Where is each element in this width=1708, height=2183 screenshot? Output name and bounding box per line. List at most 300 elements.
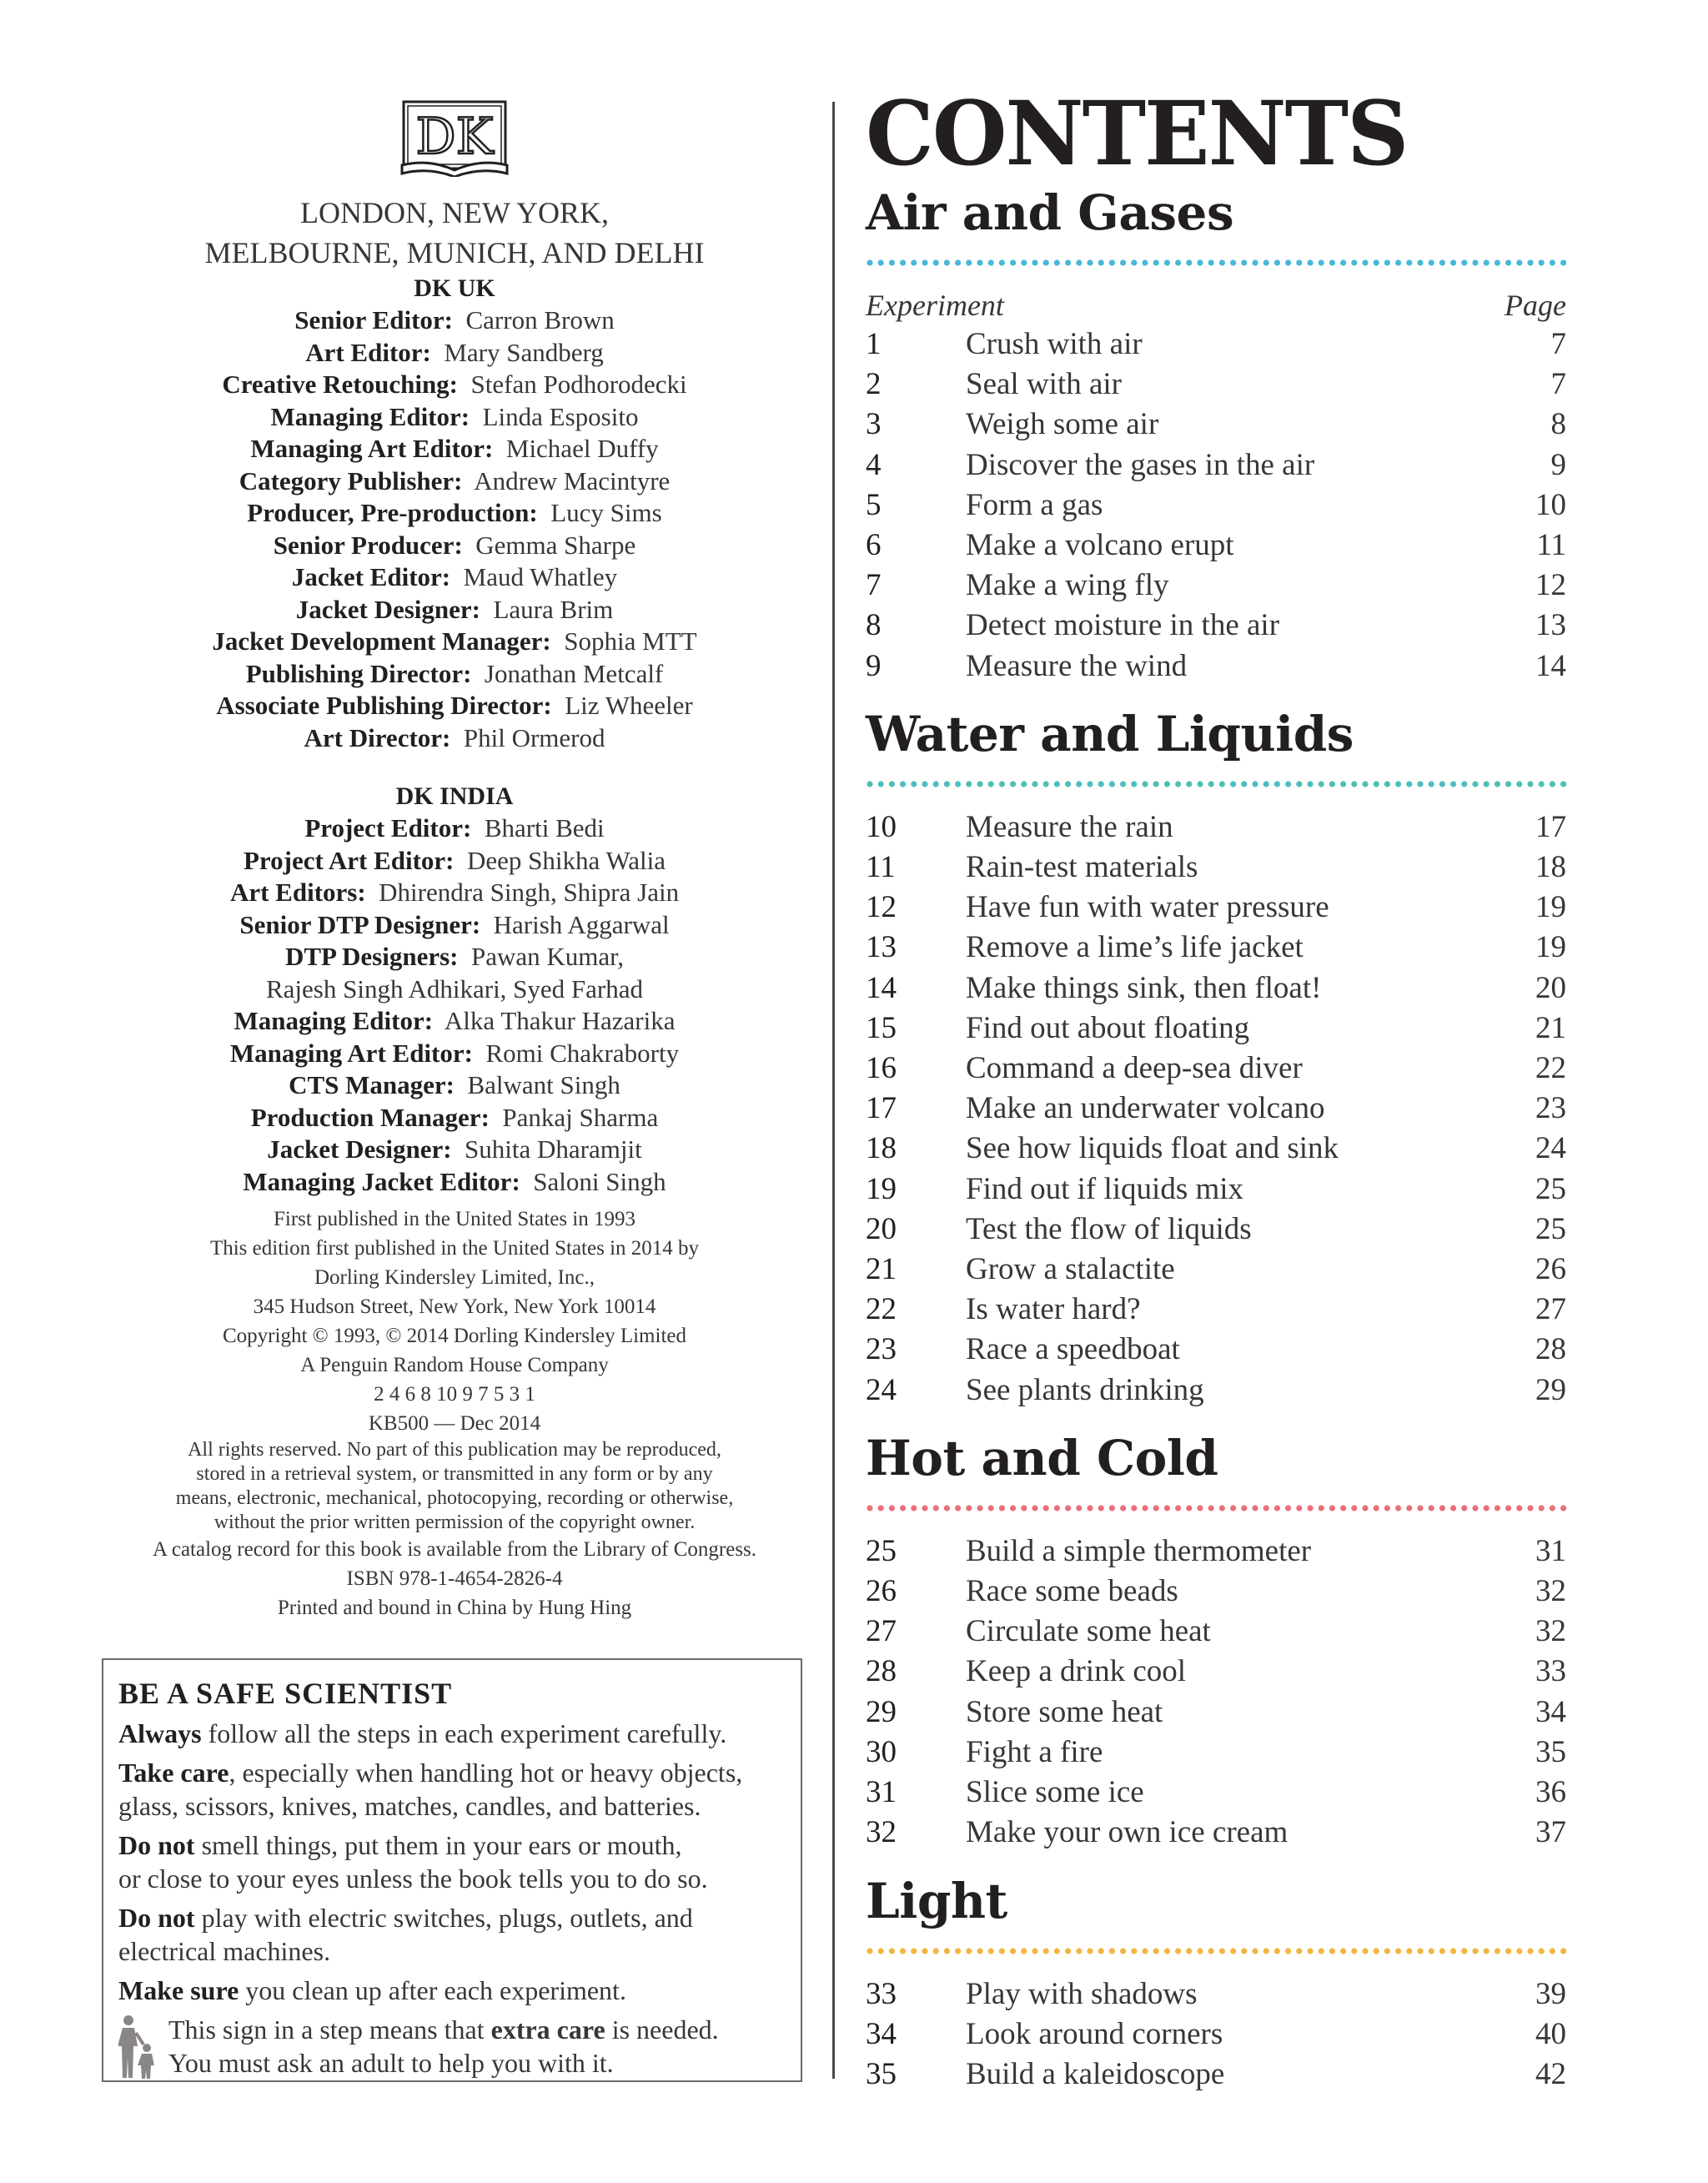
rule-dot	[999, 1505, 1005, 1511]
contents-row[interactable]	[866, 1330, 1566, 1370]
rule-dot	[1076, 1505, 1082, 1511]
credit-role: Associate Publishing Director:	[216, 691, 552, 720]
rule-dot	[1560, 259, 1566, 265]
rule-dot	[1484, 1505, 1489, 1511]
section-title: Light	[866, 1872, 1007, 1929]
rule-dot	[1274, 259, 1280, 265]
rule-dot	[1098, 1948, 1104, 1954]
rule-dot	[1263, 259, 1269, 265]
rule-dot	[1087, 781, 1093, 787]
contents-row[interactable]	[866, 1210, 1566, 1250]
rule-dot	[878, 1505, 884, 1511]
rule-dot	[1351, 1505, 1357, 1511]
rule-dot	[1230, 781, 1236, 787]
credit-role: Project Editor:	[304, 813, 472, 843]
credit-name: Carron Brown	[465, 305, 615, 334]
contents-row[interactable]	[866, 1049, 1566, 1089]
contents-row[interactable]	[866, 1813, 1566, 1853]
section-dotted-rule	[866, 259, 1566, 267]
rule-dot	[1550, 259, 1555, 265]
credit-name: Andrew Macintyre	[474, 465, 671, 495]
rule-dot	[1285, 1505, 1291, 1511]
rule-dot	[1472, 781, 1478, 787]
experiment-title: Discover the gases in the air	[966, 447, 1315, 482]
experiment-title: Look around corners	[966, 2016, 1223, 2051]
experiment-number: 16	[866, 1051, 897, 1086]
rule-dot	[944, 259, 950, 265]
rule-dot	[1374, 781, 1379, 787]
experiment-number: 7	[866, 568, 882, 603]
credit-name: Mary Sandberg	[444, 337, 604, 367]
credit-line	[100, 1134, 809, 1166]
page-number: 36	[1535, 1775, 1566, 1810]
credit-role: Production Manager:	[250, 1102, 490, 1132]
rule-dot	[1384, 259, 1390, 265]
rule-dot	[1087, 1948, 1093, 1954]
rule-dot	[1054, 1505, 1060, 1511]
rule-dot	[1494, 1948, 1500, 1954]
section-title: Air and Gases	[866, 184, 1234, 241]
rule-dot	[955, 781, 961, 787]
contents-row[interactable]	[866, 1693, 1566, 1733]
safety-item	[118, 1901, 801, 1968]
contents-row[interactable]	[866, 324, 1566, 365]
page-number: 32	[1535, 1574, 1566, 1609]
rule-dot	[1319, 1505, 1324, 1511]
credit-line	[100, 626, 809, 658]
rule-dot	[1472, 1948, 1478, 1954]
experiment-number: 34	[866, 2016, 897, 2051]
credit-line	[100, 941, 809, 973]
credit-continuation: Rajesh Singh Adhikari, Syed Farhad	[265, 973, 644, 1003]
rule-dot	[1307, 1505, 1313, 1511]
contents-row[interactable]	[866, 928, 1566, 968]
rule-dot	[1021, 259, 1027, 265]
credit-line	[100, 337, 809, 370]
publication-line: KB500 — Dec 2014	[368, 1412, 541, 1435]
credit-role: Senior DTP Designer:	[239, 909, 481, 939]
rule-dot	[1153, 259, 1159, 265]
rule-dot	[1429, 781, 1434, 787]
rule-dot	[1539, 259, 1545, 265]
column-headers	[866, 286, 1566, 324]
experiment-title: Make things sink, then float!	[966, 970, 1322, 1005]
rule-dot	[1417, 1505, 1423, 1511]
experiment-title: Have fun with water pressure	[966, 890, 1329, 925]
contents-row[interactable]	[866, 1773, 1566, 1813]
rule-dot	[1450, 781, 1456, 787]
rule-dot	[878, 781, 884, 787]
rule-dot	[1516, 1948, 1522, 1954]
contents-row[interactable]	[866, 526, 1566, 566]
rights-line: means, electronic, mechanical, photocopying, recording or otherwise,	[175, 1487, 734, 1509]
credit-line	[100, 304, 809, 337]
credit-name: Pankaj Sharma	[502, 1102, 659, 1132]
contents-row[interactable]	[866, 1572, 1566, 1612]
catalog-line: ISBN 978-1-4654-2826-4	[346, 1567, 563, 1590]
rule-dot	[1494, 781, 1500, 787]
rule-dot	[1285, 781, 1291, 787]
rule-dot	[1296, 1948, 1302, 1954]
rule-dot	[1164, 1948, 1170, 1954]
rule-dot	[1032, 781, 1037, 787]
credit-name: Gemma Sharpe	[475, 530, 636, 560]
page-number: 18	[1535, 850, 1566, 885]
rights-line: stored in a retrieval system, or transmitted in any form or by any	[196, 1463, 713, 1485]
page-number: 31	[1535, 1533, 1566, 1568]
rule-dot	[1319, 781, 1324, 787]
rule-dot	[1319, 259, 1324, 265]
page-number: 40	[1535, 2016, 1566, 2051]
rule-dot	[999, 1948, 1005, 1954]
contents-row[interactable]	[866, 405, 1566, 445]
rule-dot	[1032, 1505, 1037, 1511]
safety-item-text: play with electric switches, plugs, outlets, and	[194, 1903, 693, 1933]
experiment-number: 22	[866, 1292, 897, 1327]
rule-dot	[1494, 1505, 1500, 1511]
contents-row[interactable]	[866, 1250, 1566, 1290]
contents-row[interactable]	[866, 1371, 1566, 1411]
safety-item-text: glass, scissors, knives, matches, candles, and batteries.	[118, 1791, 701, 1821]
rule-dot	[1374, 1505, 1379, 1511]
rule-dot	[1351, 259, 1357, 265]
contents-row[interactable]	[866, 365, 1566, 405]
rule-dot	[1065, 1948, 1071, 1954]
experiment-number: 23	[866, 1332, 897, 1367]
contents-row[interactable]	[866, 566, 1566, 606]
page-number: 34	[1535, 1694, 1566, 1729]
contents-row[interactable]	[866, 1169, 1566, 1210]
rule-dot	[1429, 1505, 1434, 1511]
contents-row[interactable]	[866, 1290, 1566, 1330]
safety-item	[118, 1756, 801, 1823]
contents-row[interactable]	[866, 485, 1566, 526]
rule-dot	[1043, 1948, 1049, 1954]
safety-item	[118, 1717, 801, 1750]
rule-dot	[1120, 1505, 1126, 1511]
credit-name: Saloni Singh	[533, 1166, 666, 1196]
cities-line-2: MELBOURNE, MUNICH, AND DELHI	[204, 236, 705, 269]
page-number: 33	[1535, 1654, 1566, 1689]
credit-line	[100, 401, 809, 434]
rule-dot	[1296, 1505, 1302, 1511]
rule-dot	[1241, 1505, 1247, 1511]
rule-dot	[1252, 1505, 1258, 1511]
rule-dot	[1429, 1948, 1434, 1954]
rule-dot	[1285, 259, 1291, 265]
rule-dot	[889, 781, 895, 787]
rule-dot	[922, 1948, 927, 1954]
credit-line	[100, 658, 809, 691]
rule-dot	[1384, 1505, 1390, 1511]
rule-dot	[1374, 259, 1379, 265]
rule-dot	[933, 259, 939, 265]
dk-uk-credits	[100, 304, 809, 754]
experiment-number: 24	[866, 1372, 897, 1407]
rule-dot	[1274, 1948, 1280, 1954]
rule-dot	[1340, 1948, 1346, 1954]
rule-dot	[1384, 1948, 1390, 1954]
credit-line	[100, 433, 809, 465]
credit-name: Deep Shikha Walia	[467, 845, 666, 875]
rule-dot	[1505, 1505, 1511, 1511]
rule-dot	[999, 259, 1005, 265]
experiment-number: 15	[866, 1010, 897, 1045]
column-divider	[832, 102, 835, 2079]
rule-dot	[1539, 1505, 1545, 1511]
rule-dot	[867, 259, 872, 265]
contents-row[interactable]	[866, 445, 1566, 485]
rule-dot	[1010, 1948, 1016, 1954]
rule-dot	[1527, 1505, 1533, 1511]
rule-dot	[878, 259, 884, 265]
credit-name: Linda Esposito	[482, 401, 639, 431]
rule-dot	[889, 1505, 895, 1511]
credit-role: Publishing Director:	[245, 658, 472, 688]
contents-row[interactable]	[866, 1974, 1566, 2014]
rule-dot	[900, 1948, 906, 1954]
rule-dot	[1351, 1948, 1357, 1954]
contents-title: CONTENTS	[866, 81, 1408, 185]
contents-row[interactable]	[866, 606, 1566, 646]
experiment-title: Measure the wind	[966, 648, 1188, 683]
dk-uk-heading: DK UK	[414, 274, 495, 302]
rule-dot	[977, 1505, 982, 1511]
experiment-number: 30	[866, 1734, 897, 1769]
rule-dot	[1307, 259, 1313, 265]
rule-dot	[1043, 1505, 1049, 1511]
experiment-number: 6	[866, 528, 882, 563]
experiment-number: 14	[866, 970, 897, 1005]
credit-role: Senior Producer:	[273, 530, 463, 560]
rule-dot	[1098, 1505, 1104, 1511]
rule-dot	[1087, 259, 1093, 265]
credit-line	[100, 530, 809, 562]
rule-dot	[1450, 259, 1456, 265]
credit-name: Laura Brim	[493, 594, 614, 624]
publication-line: Copyright © 1993, © 2014 Dorling Kindersley Limited	[223, 1325, 686, 1347]
page-number: 29	[1535, 1372, 1566, 1407]
rule-dot	[1362, 1948, 1368, 1954]
rule-dot	[1230, 259, 1236, 265]
rule-dot	[1263, 1948, 1269, 1954]
dk-book-logo-icon	[399, 100, 510, 177]
credit-name: Suhita Dharamjit	[465, 1134, 642, 1164]
credit-role: Senior Editor:	[294, 305, 453, 334]
credit-name: Maud Whatley	[463, 562, 618, 591]
rule-dot	[1153, 1948, 1159, 1954]
rule-dot	[1175, 259, 1181, 265]
rule-dot	[955, 1505, 961, 1511]
rule-dot	[1307, 1948, 1313, 1954]
rule-dot	[1285, 1948, 1291, 1954]
credit-line	[100, 812, 809, 845]
rule-dot	[1362, 781, 1368, 787]
contents-row[interactable]	[866, 2055, 1566, 2095]
rule-dot	[1484, 1948, 1489, 1954]
rule-dot	[1417, 1948, 1423, 1954]
page-number: 28	[1535, 1332, 1566, 1367]
rule-dot	[1010, 1505, 1016, 1511]
credit-role: Jacket Editor:	[291, 562, 451, 591]
dk-india-heading: DK INDIA	[395, 782, 514, 810]
rule-dot	[1362, 259, 1368, 265]
credit-line	[100, 1069, 809, 1102]
credit-name: Lucy Sims	[550, 498, 662, 527]
experiment-column-header: Experiment	[866, 289, 1004, 322]
rule-dot	[1219, 781, 1225, 787]
rule-dot	[1319, 1948, 1324, 1954]
rule-dot	[1109, 781, 1115, 787]
experiment-title: Build a kaleidoscope	[966, 2056, 1225, 2091]
rule-dot	[1274, 1505, 1280, 1511]
safety-item-text: you clean up after each experiment.	[239, 1975, 626, 2005]
rule-dot	[1021, 781, 1027, 787]
experiment-number: 18	[866, 1131, 897, 1166]
credit-name: Sophia MTT	[564, 626, 697, 656]
page-number: 35	[1535, 1734, 1566, 1769]
rule-dot	[966, 1505, 972, 1511]
rule-dot	[933, 781, 939, 787]
experiment-title: Build a simple thermometer	[966, 1533, 1312, 1568]
rule-dot	[1516, 1505, 1522, 1511]
rule-dot	[889, 259, 895, 265]
rule-dot	[1186, 1948, 1192, 1954]
contents-row[interactable]	[866, 1089, 1566, 1129]
credit-name: Balwant Singh	[467, 1070, 620, 1099]
page-number: 7	[1550, 327, 1566, 361]
experiment-title: Circulate some heat	[966, 1614, 1211, 1649]
safety-item	[118, 1974, 801, 2007]
page-number: 17	[1535, 809, 1566, 844]
rights-line: All rights reserved. No part of this publication may be reproduced,	[188, 1439, 721, 1461]
rule-dot	[1429, 259, 1434, 265]
experiment-number: 12	[866, 890, 897, 925]
rule-dot	[999, 781, 1005, 787]
experiment-title: Store some heat	[966, 1694, 1163, 1729]
page-number: 19	[1535, 930, 1566, 965]
experiment-title: Measure the rain	[966, 809, 1173, 844]
page-number: 21	[1535, 1010, 1566, 1045]
credit-role: Managing Art Editor:	[250, 434, 494, 463]
contents-column	[866, 83, 1566, 2095]
safety-note-text-end: is needed.	[605, 2014, 719, 2045]
rule-dot	[900, 1505, 906, 1511]
experiment-number: 32	[866, 1815, 897, 1850]
rule-dot	[1087, 1505, 1093, 1511]
rule-dot	[1131, 259, 1137, 265]
page-number: 26	[1535, 1252, 1566, 1287]
rule-dot	[1494, 259, 1500, 265]
contents-row[interactable]	[866, 1129, 1566, 1169]
rule-dot	[1516, 781, 1522, 787]
rule-dot	[1527, 781, 1533, 787]
rule-dot	[1560, 1505, 1566, 1511]
contents-row[interactable]	[866, 968, 1566, 1009]
rule-dot	[1395, 781, 1401, 787]
catalog-line: Printed and bound in China by Hung Hing	[277, 1597, 632, 1619]
rule-dot	[1439, 1948, 1445, 1954]
rule-dot	[867, 1948, 872, 1954]
contents-row[interactable]	[866, 1009, 1566, 1049]
contents-row[interactable]	[866, 646, 1566, 687]
credit-line	[100, 369, 809, 401]
contents-row[interactable]	[866, 807, 1566, 848]
rule-dot	[1241, 781, 1247, 787]
section-dotted-rule	[866, 1504, 1566, 1512]
rule-dot	[1417, 781, 1423, 787]
contents-row[interactable]	[866, 848, 1566, 888]
page-column-header: Page	[1505, 289, 1566, 322]
rule-dot	[1186, 259, 1192, 265]
experiment-title: Remove a lime’s life jacket	[966, 930, 1304, 965]
rule-dot	[1197, 259, 1203, 265]
rule-dot	[1329, 259, 1335, 265]
page-number: 25	[1535, 1211, 1566, 1246]
rule-dot	[1175, 781, 1181, 787]
credit-role: Project Art Editor:	[244, 845, 455, 875]
contents-row[interactable]	[866, 1733, 1566, 1773]
credit-line	[100, 465, 809, 498]
rule-dot	[944, 1948, 950, 1954]
rule-dot	[867, 781, 872, 787]
safety-item-text: or close to your eyes unless the book tells you to do so.	[118, 1864, 708, 1894]
rule-dot	[1098, 259, 1104, 265]
page-number: 7	[1550, 367, 1566, 402]
safety-item-emphasis: Do not	[118, 1903, 195, 1933]
rule-dot	[911, 1505, 917, 1511]
dk-india-credits	[100, 812, 809, 1198]
rule-dot	[1010, 781, 1016, 787]
experiment-title: See plants drinking	[966, 1372, 1204, 1407]
rule-dot	[1142, 1505, 1148, 1511]
experiment-number: 13	[866, 930, 897, 965]
rule-dot	[1098, 781, 1104, 787]
contents-row[interactable]	[866, 1532, 1566, 1572]
section-title: Water and Liquids	[866, 705, 1354, 762]
safety-item-text: electrical machines.	[118, 1936, 331, 1966]
credit-name: Michael Duffy	[505, 434, 659, 463]
experiment-title: Detect moisture in the air	[966, 608, 1280, 643]
rule-dot	[966, 781, 972, 787]
rule-dot	[1186, 1505, 1192, 1511]
rule-dot	[944, 781, 950, 787]
rule-dot	[1340, 1505, 1346, 1511]
rule-dot	[1550, 781, 1555, 787]
rule-dot	[1539, 1948, 1545, 1954]
credit-role: DTP Designers:	[284, 942, 459, 971]
contents-row[interactable]	[866, 1612, 1566, 1652]
rule-dot	[1406, 259, 1412, 265]
experiment-number: 2	[866, 367, 882, 402]
credit-name: Liz Wheeler	[565, 691, 693, 720]
contents-row[interactable]	[866, 2014, 1566, 2055]
experiment-title: Find out about floating	[966, 1010, 1250, 1045]
rule-dot	[1263, 781, 1269, 787]
contents-row[interactable]	[866, 1652, 1566, 1692]
rule-dot	[1109, 259, 1115, 265]
contents-section	[866, 184, 1566, 687]
rule-dot	[922, 259, 927, 265]
experiment-title: Keep a drink cool	[966, 1654, 1187, 1689]
rule-dot	[1164, 1505, 1170, 1511]
rule-dot	[1142, 1948, 1148, 1954]
safety-note-text: This sign in a step means that	[168, 2014, 491, 2045]
credit-line	[100, 497, 809, 530]
contents-row[interactable]	[866, 888, 1566, 928]
rule-dot	[933, 1505, 939, 1511]
experiment-title: Find out if liquids mix	[966, 1171, 1244, 1206]
